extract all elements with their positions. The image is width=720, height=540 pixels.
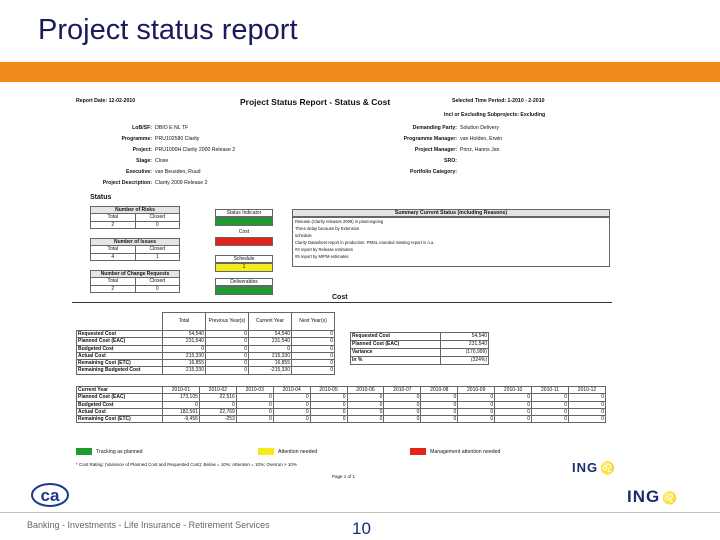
monthly-cell: 0 [421,394,458,401]
cost-heading: Cost [332,294,348,301]
cost-cell: 54,540 [163,331,206,338]
monthly-cell: 0 [273,416,310,423]
report-date: Report Date: 12-02-2010 [76,98,136,104]
report-title: Project Status Report - Status & Cost [240,97,391,107]
monthly-cell: -253 [199,416,236,423]
ca-logo [30,482,70,508]
cost-rating-footnote: * Cost Rating: (Variance of Planned Cost and Requested Cost): Below = 10%; Attention = 10%; Overrun > 10% [76,462,297,467]
month-header: 2010-12 [568,387,605,394]
monthly-row-label: Budgeted Cost [77,401,163,408]
cost-summary-value: (324%) [441,357,489,365]
cost-row-label: Requested Cost [77,331,163,338]
cost-row-label: Planned Cost (EAC) [77,338,163,345]
month-header: 2010-01 [163,387,200,394]
schedule-indicator-light: 1 [215,263,273,272]
cost-cell: 54,540 [249,331,292,338]
cost-cell: 0 [206,360,249,367]
month-header: 2010-11 [532,387,569,394]
risks-table [90,206,180,229]
cost-cell: 231,540 [249,338,292,345]
monthly-cell: 0 [458,394,495,401]
field-label: Project: [132,147,152,153]
ca-logo-text: ca [40,486,60,505]
slide-page-number: 10 [352,519,371,538]
month-header: 2010-02 [199,387,236,394]
monthly-cell: 0 [310,408,347,415]
monthly-cell: 0 [310,401,347,408]
cost-cell: 16,855 [163,360,206,367]
cost-summary-label: Requested Cost [351,333,441,341]
cost-cell: 0 [292,352,335,359]
change-requests-table [90,270,180,293]
monthly-cell: 0 [421,416,458,423]
cost-cell: 0 [206,338,249,345]
cost-row-label: Actual Cost [77,352,163,359]
monthly-cell: 0 [421,408,458,415]
monthly-cell: 0 [310,394,347,401]
cost-summary-label: Planned Cost (EAC) [351,341,441,349]
deliverables-indicator-label: Deliverables [215,278,273,286]
monthly-cell: 0 [236,394,273,401]
monthly-cell: 0 [310,416,347,423]
field-label: Programme Manager: [403,136,457,142]
changes-closed-header: Closed [135,278,180,285]
monthly-cell: 0 [458,401,495,408]
risks-closed-header: Closed [135,214,180,221]
cost-summary-value: 231,540 [441,341,489,349]
monthly-cell: 0 [421,401,458,408]
legend-swatch-green [76,448,92,455]
project-status-report [72,90,617,485]
changes-total-header: Total [91,278,136,285]
lion-icon: ♌ [662,491,679,505]
month-header: 2010-03 [236,387,273,394]
monthly-cell: -9,456 [163,416,200,423]
monthly-cell: 0 [199,401,236,408]
cost-cell: 215,330 [249,352,292,359]
cost-summary-value: 54,540 [441,333,489,341]
cost-indicator-label: Cost [238,229,250,235]
deliverables-indicator-light [215,286,273,295]
field-label: Executive: [126,169,152,175]
cost-summary-table [350,332,489,365]
monthly-cell: 22,516 [199,394,236,401]
monthly-cell: 0 [384,401,421,408]
time-period: Selected Time Period: 1-2010 - 2-2010 [452,98,545,104]
cost-cell: 0 [292,331,335,338]
monthly-cell: 0 [532,394,569,401]
cost-cell: 0 [206,345,249,352]
monthly-row-label: Remaining Cost (ETC) [77,416,163,423]
month-header: 2010-08 [421,387,458,394]
monthly-cell: 0 [495,408,532,415]
schedule-indicator-label: Schedule [215,255,273,263]
cost-summary-value: (176,999) [441,349,489,357]
changes-total-value: 2 [91,285,136,292]
cost-summary-label: Variance [351,349,441,357]
cost-indicator-light [215,237,273,246]
monthly-cell: 0 [236,408,273,415]
cost-cell: 215,330 [163,367,206,374]
month-header: 2010-09 [458,387,495,394]
legend-label: Attention needed [278,449,318,455]
cost-cell: 215,330 [163,352,206,359]
monthly-cell: 0 [273,401,310,408]
monthly-cell: 0 [458,416,495,423]
risks-title: Number of Risks [91,207,180,214]
monthly-cell: 0 [568,394,605,401]
cost-header-previous: Previous Year(s) [206,313,249,331]
monthly-cell: 0 [347,401,384,408]
risks-total-value: 2 [91,221,136,228]
monthly-cell: 0 [495,416,532,423]
cost-cell: 0 [292,360,335,367]
footer-divider [0,512,720,513]
monthly-cell: 22,769 [199,408,236,415]
field-value: Prinz, Hanns Jan [460,147,500,153]
field-value: PRU1000H Clarity 2000 Release 2 [155,147,236,153]
header-accent-bar [0,62,720,82]
lion-icon: ♌ [600,461,617,475]
monthly-cell: 173,105 [163,394,200,401]
monthly-cell: 0 [384,394,421,401]
summary-line: #5 report by MIPM estimates [295,254,349,259]
field-label: LoB/SF: [132,125,152,131]
issues-table [90,238,180,261]
cost-divider [72,302,612,303]
cost-cell: 0 [292,345,335,352]
cost-cell: 16,855 [249,360,292,367]
field-label: Demanding Party: [412,125,457,131]
cost-cell: 0 [206,352,249,359]
field-value: Clarity 2009 Release 2 [155,180,208,186]
monthly-cost-table [76,386,606,423]
field-value: Close [155,158,169,164]
cost-cell: 0 [292,338,335,345]
monthly-cell: 0 [495,401,532,408]
field-value: van Beusden, Ruud [155,169,201,175]
summary-line: Clarity Datasheet report in production: PMSL rounded missing report in n.a. [295,240,435,245]
issues-closed-value: 1 [135,253,180,260]
cost-header-next: Next Year(s) [292,313,335,331]
summary-title: Summary Current Status (including Reasons) [292,209,610,217]
monthly-cell: 0 [568,401,605,408]
changes-title: Number of Change Requests [91,271,180,278]
report-page-label: Page 1 of 1 [332,474,356,479]
monthly-cell: 0 [568,408,605,415]
cost-cell: 0 [249,345,292,352]
footer-tagline: Banking - Investments - Life Insurance - Retirement Services [27,520,270,530]
monthly-cell: 0 [236,401,273,408]
summary-line: #3 report by Release estimates [295,247,353,252]
status-indicator-light [215,217,273,226]
field-value: PRU102580 Clarity [155,136,200,142]
status-heading: Status [90,194,112,201]
field-label: Project Manager: [414,147,457,153]
status-indicator-label: Status Indicator [215,209,273,217]
cost-row-label: Budgeted Cost [77,345,163,352]
cost-cell: 0 [292,367,335,374]
slide-title: Project status report [38,14,298,46]
field-label: Programme: [121,136,152,142]
monthly-cell: 0 [384,416,421,423]
risks-total-header: Total [91,214,136,221]
sub-projects: Incl or Excluding Subprojects: Excluding [444,112,546,118]
risks-closed-value: 0 [135,221,180,228]
month-header: 2010-07 [384,387,421,394]
month-header: 2010-05 [310,387,347,394]
monthly-cell: 0 [532,416,569,423]
issues-title: Number of Issues [91,239,180,246]
cost-cell: 0 [206,331,249,338]
cost-row-label: Remaining Cost (ETC) [77,360,163,367]
monthly-cell: 0 [458,408,495,415]
field-label: Stage: [136,158,152,164]
ing-logo: ING ♌ [627,487,679,506]
field-label: SRO: [444,158,457,164]
ing-report-logo: ING ♌ [572,460,617,475]
field-value: van Holden, Erwin [460,136,503,142]
cost-table [76,312,335,375]
monthly-cell: 0 [495,394,532,401]
monthly-cell: 0 [568,416,605,423]
monthly-cell: 182,561 [163,408,200,415]
monthly-cell: 0 [273,394,310,401]
field-label: Project Description: [102,180,152,186]
monthly-cell: 0 [273,408,310,415]
cost-header-total: Total [163,313,206,331]
cost-cell: 0 [163,345,206,352]
summary-line: schedule [295,233,312,238]
cost-header-current: Current Year [249,313,292,331]
monthly-cell: 0 [384,408,421,415]
cost-cell: -215,330 [249,367,292,374]
issues-total-header: Total [91,246,136,253]
changes-closed-value: 0 [135,285,180,292]
field-label: Portfolio Category: [410,169,457,175]
cost-cell: 231,540 [163,338,206,345]
summary-line: Release (Clarity releases 2009) in plan/ongoing [295,219,384,224]
month-header: 2010-10 [495,387,532,394]
issues-closed-header: Closed [135,246,180,253]
field-value: Solution Delivery [460,125,499,131]
legend-label: Management attention needed [430,449,501,455]
month-header: 2010-06 [347,387,384,394]
monthly-year-label: Current Year [77,387,163,394]
issues-total-value: 4 [91,253,136,260]
cost-row-label: Remaining Budgeted Cost [77,367,163,374]
monthly-cell: 0 [236,416,273,423]
legend-label: Tracking as planned [96,449,143,455]
monthly-cell: 0 [532,401,569,408]
monthly-cell: 0 [347,416,384,423]
month-header: 2010-04 [273,387,310,394]
field-value: DBIO E NL TF [155,125,189,131]
summary-line: Three delay because by Extension [295,226,360,231]
monthly-cell: 0 [347,394,384,401]
monthly-row-label: Actual Cost [77,408,163,415]
monthly-row-label: Planned Cost (EAC) [77,394,163,401]
legend-swatch-red [410,448,426,455]
cost-summary-label: In % [351,357,441,365]
monthly-cell: 0 [532,408,569,415]
monthly-cell: 0 [347,408,384,415]
legend-swatch-yellow [258,448,274,455]
cost-cell: 0 [206,367,249,374]
monthly-cell: 0 [163,401,200,408]
